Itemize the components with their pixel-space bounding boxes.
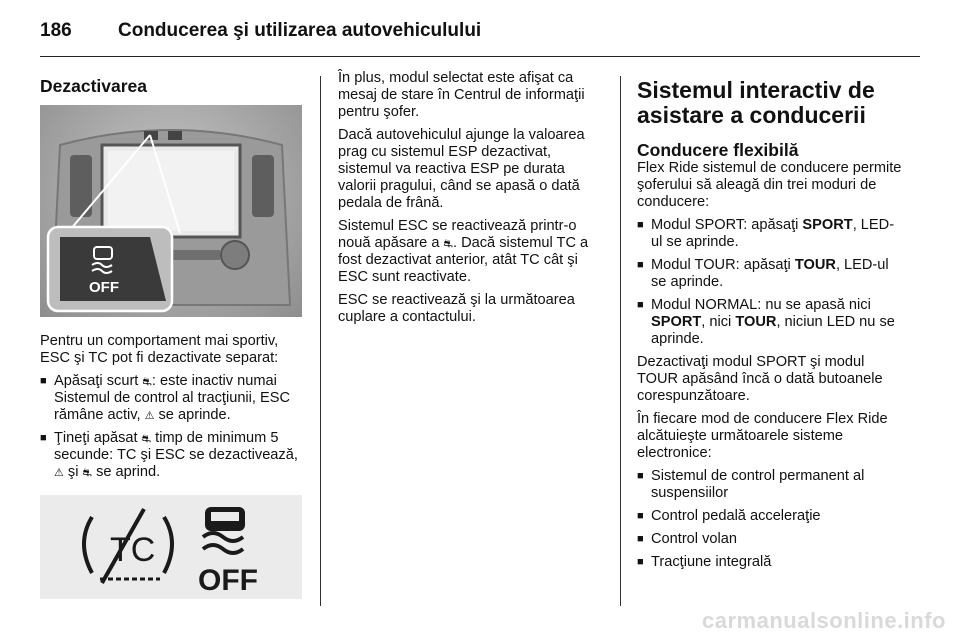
list-item: ■ Ţineţi apăsat ⛐ timp de minimum 5 secunde: TC şi ESC se dezactivează, ⚠ şi ⛐ se aprind. — [40, 430, 306, 481]
list-item: ■ Modul NORMAL: nu se apasă nici SPORT, nici TOUR, niciun LED nu se aprinde. — [637, 297, 903, 348]
column-divider — [320, 76, 321, 606]
car-skid-icon: ⛐ — [443, 237, 453, 250]
list-item: ■ Sistemul de control permanent al suspensiilor — [637, 468, 903, 502]
car-skid-icon — [203, 507, 245, 553]
paragraph: Sistemul ESC se reactivează printr-o nouă apăsare a ⛐. Dacă sistemul TC a fost dezactivat anterior, atât TC cât şi ESC sunt reactivate. — [338, 218, 589, 285]
paragraph: ESC se reactivează şi la următoarea cuplare a contactului. — [338, 292, 575, 325]
list-item: ■ Control pedală acceleraţie — [637, 508, 903, 525]
column-middle — [338, 70, 604, 332]
list-item: ■ Modul TOUR: apăsaţi TOUR, LED-ul se aprinde. — [637, 257, 903, 291]
car-skid-icon: ⛐ — [141, 432, 152, 445]
page-title: Conducerea şi utilizarea autovehiculului — [118, 20, 482, 41]
page-header — [40, 16, 920, 57]
intro-text: Flex Ride sistemul de conducere permite şoferului să aleagă din trei moduri de conducere: — [637, 160, 902, 210]
tc-warning-icon: ⚠ — [144, 409, 155, 422]
column-divider — [620, 76, 621, 606]
column-left — [40, 70, 306, 599]
subsection-heading: Conducere flexibilă — [637, 140, 799, 160]
list-item: ■ Control volan — [637, 531, 903, 548]
esc-off-label: OFF — [198, 564, 258, 597]
steps-list — [40, 373, 306, 481]
list-item: ■ Apăsaţi scurt ⛐: este inactiv numai Sistemul de control al tracţiunii, ESC rămâne activ, ⚠ se aprinde. — [40, 373, 306, 424]
section-heading: Sistemul interactiv de asistare a conducerii — [637, 77, 875, 128]
tc-warning-icon: ⚠ — [54, 466, 64, 479]
list-item: ■ Modul SPORT: apăsaţi SPORT, LED-ul se aprinde. — [637, 217, 903, 251]
column-right — [637, 70, 903, 577]
esc-off-icon: ⛐ — [82, 466, 93, 479]
section-heading: Dezactivarea — [40, 76, 148, 96]
paragraph: Dacă autovehiculul ajunge la valoarea prag cu sistemul ESP dezactivat, sistemul va reactiva ESP pe durata valorii pragului, când se apasă o dată pedala de frână. — [338, 127, 585, 211]
warning-icons-figure — [40, 495, 302, 599]
esc-off-label: OFF — [89, 279, 119, 296]
dashboard-photo — [40, 105, 302, 317]
systems-list — [637, 468, 903, 571]
paragraph: În plus, modul selectat este afişat ca mesaj de stare în Centrul de informaţii pentru şofer. — [338, 70, 585, 120]
modes-list — [637, 217, 903, 348]
paragraph: În fiecare mod de conducere Flex Ride alcătuieşte următoarele sisteme electronice: — [637, 411, 888, 461]
page-number: 186 — [40, 20, 72, 41]
car-skid-icon: ⛐ — [142, 375, 152, 388]
watermark: carmanualsonline.info — [702, 608, 946, 633]
intro-text: Pentru un comportament mai sportiv, ESC şi TC pot fi dezactivate separat: — [40, 333, 279, 366]
paragraph: Dezactivaţi modul SPORT şi modul TOUR apăsând încă o dată butoanele corespunzătoare. — [637, 354, 883, 404]
tc-label: TC — [110, 531, 156, 569]
list-item: ■ Tracţiune integrală — [637, 554, 903, 571]
